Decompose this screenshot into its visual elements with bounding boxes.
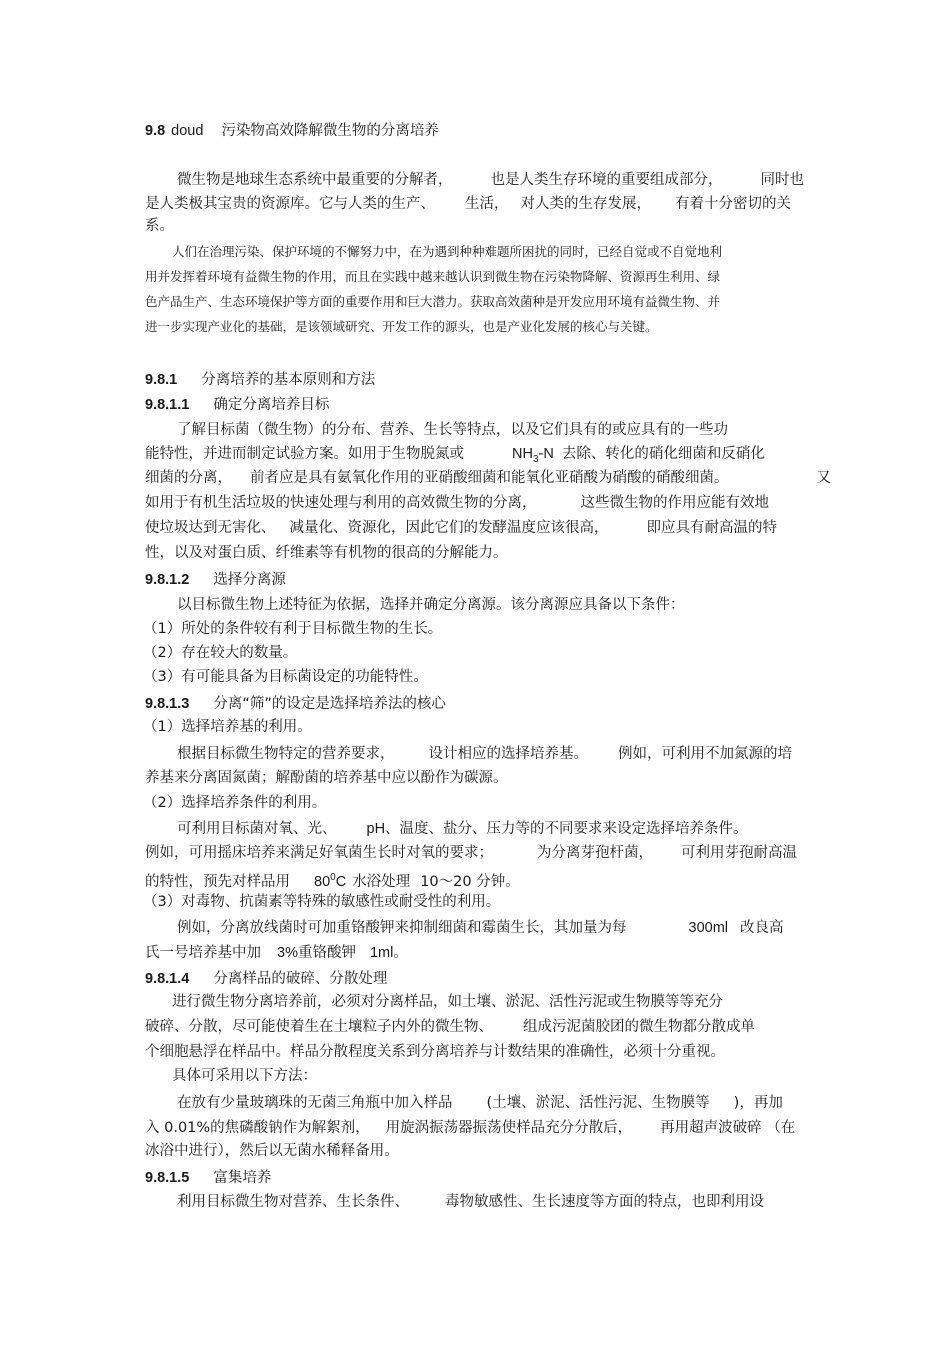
s9813-item-3-line-1: 例如，分离放线菌时可加重铬酸钾来抑制细菌和霉菌生长，其加量为每 300ml 改良高 <box>177 920 784 936</box>
section-heading-9-8-1-5: 9.8.1.5 富集培养 <box>145 1170 272 1186</box>
section-heading-9-8-1-3: 9.8.1.3 分离“筛”的设定是选择培养法的核心 <box>145 696 446 712</box>
s9814-line-6: 入 0.01%的焦磷酸钠作为解絮剂， 用旋涡振荡器振荡使样品充分分散后， 再用超声波破碎 （在 <box>145 1120 796 1136</box>
section-heading-9-8-1-1: 9.8.1.1 确定分离培养目标 <box>145 397 330 413</box>
s9815-line-1: 利用目标微生物对营养、生长条件、 毒物敏感性、生长速度等方面的特点，也即利用设 <box>177 1194 764 1210</box>
s9813-item-1: （1）选择培养基的利用。 <box>143 719 312 735</box>
section-heading-9-8-1: 9.8.1 分离培养的基本原则和方法 <box>145 372 376 388</box>
s9811-line-5: 使垃圾达到无害化、 减量化、资源化，因此它们的发酵温度应该很高， 即应具有耐高温的特 <box>145 520 777 536</box>
intro-line-1: 微生物是地球生态系统中最重要的分解者， 也是人类生存环境的重要组成部分， 同时也 <box>177 172 804 188</box>
s9813-item-2-line-2: 例如，可用摇床培养来满足好氧菌生长时对氧的要求； 为分离芽孢杆菌， 可利用芽孢耐高温 <box>145 845 797 861</box>
section-heading-9-8-1-2: 9.8.1.2 选择分离源 <box>145 572 286 588</box>
section-heading-9-8-1-4: 9.8.1.4 分离样品的破碎、分散处理 <box>145 971 388 987</box>
s9812-condition-3: （3）有可能具备为目标菌设定的功能特性。 <box>143 669 428 685</box>
s9811-line-4: 如用于有机生活垃圾的快速处理与利用的高效微生物的分离， 这些微生物的作用应能有效地 <box>145 495 769 511</box>
s9813-item-1-line-2: 养基来分离固氮菌；解酚菌的培养基中应以酚作为碳源。 <box>145 770 508 786</box>
intro-para2-line-1: 人们在治理污染、保护环境的不懈努力中，在为遇到种种难题所困扰的同时，已经自觉或不自觉地利 <box>172 244 723 259</box>
section-title-9-8: 9.8 doud 污染物高效降解微生物的分离培养 <box>145 123 439 139</box>
intro-para2-line-4: 进一步实现产业化的基础，是该领域研究、开发工作的源头，也是产业化发展的核心与关键。 <box>145 319 658 334</box>
s9813-item-3: （3）对毒物、抗菌素等特殊的敏感性或耐受性的利用。 <box>143 894 501 910</box>
s9811-line-3: 细菌的分离， 前者应是具有氨氧化作用的亚硝酸细菌和能氧化亚硝酸为硝酸的硝酸细菌。 又 <box>145 470 831 486</box>
intro-line-2: 是人类极其宝贵的资源库。它与人类的生产、 生活， 对人类的生存发展， 有着十分密切的关 <box>145 196 791 212</box>
s9812-condition-1: （1）所处的条件较有利于目标微生物的生长。 <box>143 621 443 637</box>
intro-para2-line-3: 色产品生产、生态环境保护等方面的重要作用和巨大潜力。获取高效菌种是开发应用环境有益微生物、并 <box>145 294 721 309</box>
s9814-line-1: 进行微生物分离培养前，必须对分离样品，如土壤、淤泥、活性污泥或生物膜等等充分 <box>172 994 723 1010</box>
s9812-condition-2: （2）存在较大的数量。 <box>143 645 298 661</box>
intro-line-3: 系。 <box>145 218 174 234</box>
s9812-line-1: 以目标微生物上述特征为依据，选择并确定分离源。该分离源应具备以下条件： <box>177 597 685 613</box>
s9811-line-1: 了解目标菌（微生物）的分布、营养、生长等特点，以及它们具有的或应具有的一些功 <box>177 422 728 438</box>
s9813-item-2: （2）选择培养条件的利用。 <box>143 795 327 811</box>
intro-para2-line-2: 用并发挥着环境有益微生物的作用，而且在实践中越来越认识到微生物在污染物降解、资源再生利用、绿 <box>145 269 721 284</box>
s9814-line-7: 冰浴中进行），然后以无菌水稀释备用。 <box>145 1143 399 1159</box>
s9811-line-2: 能特性，并进而制定试验方案。如用于生物脱氮或 $NH_3-N$ 去除、转化的硝化细菌和反硝化 <box>145 446 765 465</box>
s9811-line-6: 性，以及对蛋白质、纤维素等有机物的很高的分解能力。 <box>145 545 508 561</box>
s9813-item-2-line-1: 可利用目标菌对氧、光、 pH、温度、盐分、压力等的不同要求来设定选择培养条件。 <box>177 821 748 837</box>
s9814-line-5: 在放有少量玻璃珠的无菌三角瓶中加入样品 (土壤、淤泥、活性污泥、生物膜等 )，再加 <box>177 1095 783 1111</box>
s9814-line-4: 具体可采用以下方法： <box>172 1068 317 1084</box>
s9813-item-1-line-1: 根据目标微生物特定的营养要求， 设计相应的选择培养基。 例如，可利用不加氮源的培 <box>177 746 792 762</box>
s9813-item-2-line-3: 的特性，预先对样品用 $80^0C$ 水浴处理 10～20 分钟。 <box>145 872 520 890</box>
s9814-line-2: 破碎、分散，尽可能使着生在土壤粒子内外的微生物、 组成污泥菌胶团的微生物都分散成单 <box>145 1019 755 1035</box>
s9814-line-3: 个细胞悬浮在样品中。样品分散程度关系到分离培养与计数结果的准确性，必须十分重视。 <box>145 1044 725 1060</box>
s9813-item-3-line-2: 氏一号培养基中加 3%重铬酸钾 1ml。 <box>145 945 408 961</box>
